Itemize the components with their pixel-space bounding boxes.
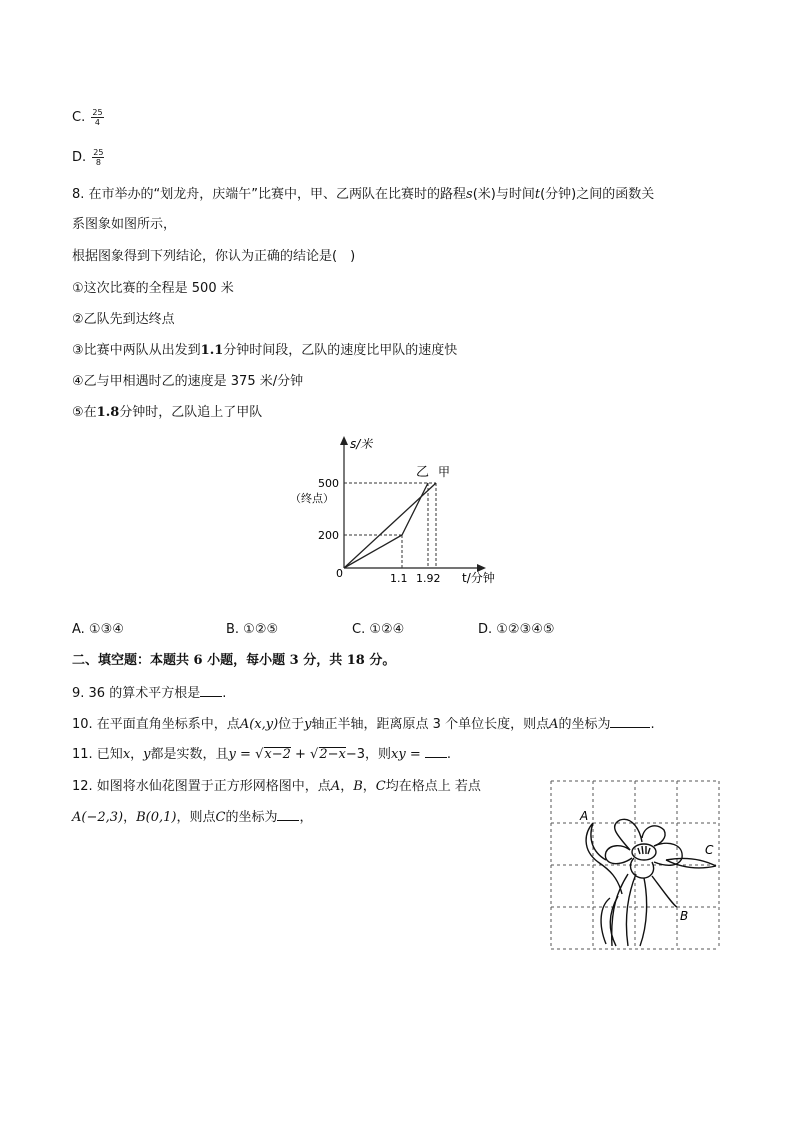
q9-line: [72, 684, 226, 703]
q8-line-3: 根据图象得到下列结论，你认为正确的结论是( ): [72, 249, 356, 264]
option-c-fraction: [91, 108, 103, 127]
option-d-denominator: 8: [95, 158, 101, 167]
q10-text-c: 轴正半轴，距离原点 3 个单位长度，则点: [311, 717, 550, 732]
q8-s5-num: 1.8: [96, 405, 120, 420]
option-c-prev: [72, 108, 104, 127]
q12-text-b: 均在格点上 若点: [385, 779, 481, 794]
x-tick-1-92: 1.92: [416, 572, 441, 585]
q9-text: 9. 36 的算术平方根是: [72, 686, 201, 701]
q8-option-a: A. ①③④: [72, 622, 124, 637]
q11-sqrt-sign-1: √: [255, 747, 264, 762]
q12-line2-sep: ，: [123, 810, 137, 825]
q8-var-t: t: [534, 187, 541, 202]
section-2-total: 18: [346, 653, 365, 668]
q12-line2-c: ，则点: [176, 810, 216, 825]
q12-point-a: A(−2,3): [72, 810, 124, 825]
distance-time-graph: [280, 432, 510, 592]
q10-answer-blank: [610, 715, 650, 728]
q10-text-d: 的坐标为: [558, 717, 611, 732]
q8-option-b: B. ①②⑤: [226, 622, 279, 637]
q11-line: [72, 745, 451, 764]
q10-y: y: [304, 717, 312, 732]
q8-s3-b: 分钟时间段，乙队的速度比甲队的速度快: [223, 343, 458, 358]
section-2-score: 3: [289, 653, 299, 668]
q11-y: y: [143, 747, 151, 762]
q11-answer-blank: [425, 745, 447, 758]
q11-text-b: 都是实数，且: [150, 747, 229, 762]
q8-statement-2: ②乙队先到达终点: [72, 312, 175, 327]
q8-line-2: 系图象如图所示，: [72, 217, 177, 232]
section-2-count: 6: [193, 653, 203, 668]
grid-label-a: A: [580, 809, 589, 823]
option-c-denominator: 4: [94, 118, 100, 127]
q8-line-1: [72, 186, 654, 204]
section-2-title-a: 二、填空题：本题共: [72, 653, 194, 668]
q8-text-b: (米)与时间: [472, 187, 535, 202]
section-2-title: [72, 652, 395, 670]
q11-sqrt-sign-2: √: [310, 747, 319, 762]
q11-end: .: [446, 747, 451, 762]
y-tick-note: （终点）: [290, 492, 334, 505]
q9-answer-blank: [200, 684, 222, 697]
q12-answer-blank: [277, 808, 299, 821]
option-d-prefix: D.: [72, 150, 87, 165]
q12-sep-1: ，: [340, 779, 354, 794]
series-jia-label: 甲: [438, 465, 451, 479]
series-jia-line: [344, 483, 436, 568]
option-d-fraction: [92, 148, 104, 167]
grid-label-c: C: [705, 843, 714, 857]
q11-xy: xy =: [391, 747, 425, 762]
series-yi-line: [344, 483, 428, 568]
q11-x: x: [122, 747, 131, 762]
q8-s5-a: ⑤在: [72, 405, 97, 420]
q11-text-a: 11. 已知: [72, 747, 123, 762]
narcissus-grid-figure: [548, 778, 724, 952]
q12-text-a: 12. 如图将水仙花图置于正方形网格图中，点: [72, 779, 331, 794]
q8-s3-num: 1.1: [200, 343, 224, 358]
series-yi-label: 乙: [416, 465, 430, 480]
section-2-title-b: 小题，每小题: [202, 653, 290, 668]
narcissus-flower: [586, 819, 716, 946]
grid-label-b: B: [680, 909, 689, 923]
q12-point-b: B(0,1): [136, 810, 177, 825]
q8-s5-b: 分钟时，乙队追上了甲队: [119, 405, 263, 420]
q8-s3-a: ③比赛中两队从出发到: [72, 343, 201, 358]
q11-plus: +: [290, 747, 311, 762]
q11-comma: ，: [130, 747, 144, 762]
q10-text-b: 位于: [278, 717, 305, 732]
q11-radicand-1: x−2: [264, 747, 291, 762]
q9-end: .: [222, 686, 227, 701]
q12-b: B: [353, 779, 363, 794]
q8-text-c: (分钟)之间的函数关: [540, 187, 655, 202]
q11-eq-left: y =: [228, 747, 256, 762]
y-tick-500: 500: [318, 477, 339, 490]
y-axis-arrow: [340, 436, 348, 445]
q11-text-c: ，则: [365, 747, 392, 762]
x-tick-1-1: 1.1: [390, 572, 408, 585]
q12-c2: C: [215, 810, 226, 825]
q10-point: A(x,y): [239, 717, 279, 732]
q8-option-d: D. ①②③④⑤: [478, 622, 555, 637]
q12-line-2: [72, 808, 313, 827]
q12-sep-2: ，: [362, 779, 376, 794]
section-2-title-d: 分。: [364, 653, 396, 668]
option-c-numerator: 25: [92, 108, 103, 117]
section-2-title-c: 分，共: [298, 653, 347, 668]
q12-line2-d: 的坐标为: [225, 810, 278, 825]
q12-a: A: [330, 779, 341, 794]
q10-end: .: [650, 717, 655, 732]
x-axis-label: t/分钟: [462, 571, 495, 585]
y-axis-label: s/米: [350, 437, 373, 451]
q12-line-1: [72, 778, 481, 796]
y-tick-200: 200: [318, 529, 339, 542]
q12-c: C: [375, 779, 386, 794]
option-d-numerator: 25: [93, 148, 104, 157]
origin-label: 0: [336, 567, 343, 580]
q8-var-s: s: [466, 187, 473, 202]
q8-statement-3: [72, 342, 457, 360]
q11-radicand-2: 2−x: [319, 747, 346, 762]
q8-statement-1: ①这次比赛的全程是 500 米: [72, 281, 234, 296]
q10-line: [72, 715, 655, 734]
q10-a: A: [549, 717, 559, 732]
option-d-prev: [72, 148, 104, 167]
q8-statement-4: ④乙与甲相遇时乙的速度是 375 米/分钟: [72, 374, 304, 389]
q10-text-a: 10. 在平面直角坐标系中，点: [72, 717, 240, 732]
option-c-prefix: C.: [72, 110, 86, 125]
dashed-grid: [551, 781, 719, 949]
q8-statement-5: [72, 404, 262, 422]
q12-line2-end: ，: [299, 810, 313, 825]
q11-minus-3: −3: [345, 747, 365, 762]
q8-option-c: C. ①②④: [352, 622, 405, 637]
q8-text-a: 8. 在市举办的“划龙舟，庆端午”比赛中，甲、乙两队在比赛时的路程: [72, 187, 467, 202]
